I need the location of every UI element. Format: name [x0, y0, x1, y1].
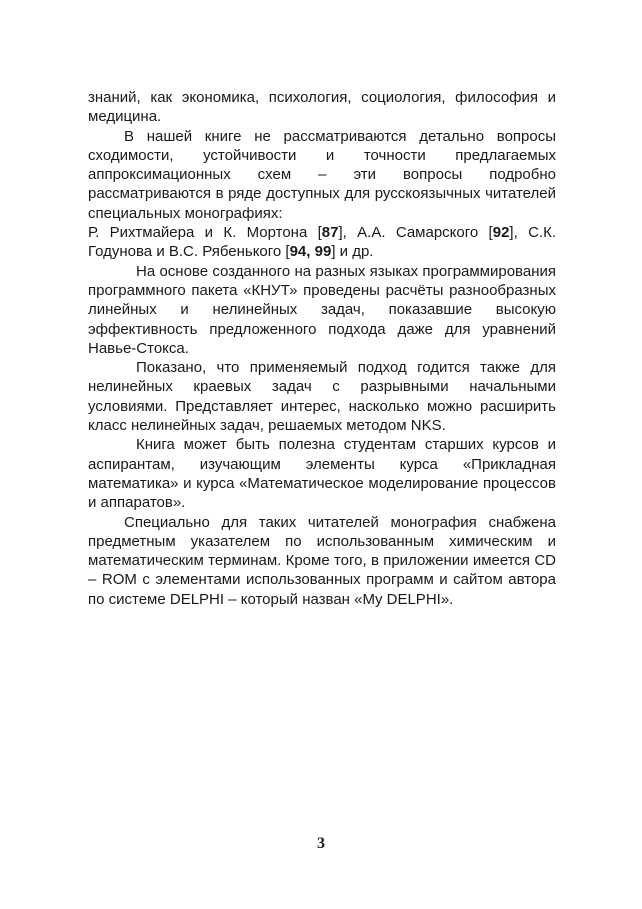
paragraph-audience: Книга может быть полезна студентам старших курсов и аспирантам, изучающим элементы курса «Прикладная математика» и курса «Математическое моделирование процессов и аппаратов». [88, 436, 556, 512]
paragraph-references [88, 223, 556, 262]
paragraph-continuation: знаний, как экономика, психология, социология, философия и медицина. [88, 89, 556, 126]
ref-94-99: 94, 99 [289, 243, 332, 261]
refs-mid1: ], А.А. Самарского [ [338, 224, 493, 242]
paragraph-nks: Показано, что применяемый подход годится также для нелинейных краевых задач с разрывными начальными условиями. Представляет интерес, насколько можно расширить класс нелинейных задач, решаемых методом NKS. [88, 359, 556, 435]
ref-92: 92 [492, 224, 510, 242]
ref-87: 87 [321, 224, 339, 242]
refs-suffix: ] и др. [331, 243, 374, 261]
refs-prefix: Р. Рихтмайера и К. Мортона [ [88, 224, 322, 242]
paragraph-appendix: Специально для таких читателей монография снабжена предметным указателем по использованным химическим и математическим терминам. Кроме того, в приложении имеется CD – ROM с элементами использованных программ и сайтом автора по системе DELPHI – который назван «My DELPHI». [88, 513, 556, 608]
page-number: 3 [317, 835, 325, 852]
paragraph-monographs: В нашей книге не рассматриваются детально вопросы сходимости, устойчивости и точности предлагаемых аппроксимационных схем – эти вопросы подробно рассматриваются в ряде доступных для русскоязычных читателей специальных монографиях: [88, 127, 556, 222]
body-text [88, 88, 556, 609]
refs-mid2: ], С.К. Годунова и В.С. Рябенького [ [88, 224, 556, 261]
paragraph-knut: На основе созданного на разных языках программирования программного пакета «КНУТ» проведены расчёты разнообразных линейных и нелинейных задач, показавшие высокую эффективность предложенного подхода даже для уравнений Навье-Стокса. [88, 262, 556, 357]
